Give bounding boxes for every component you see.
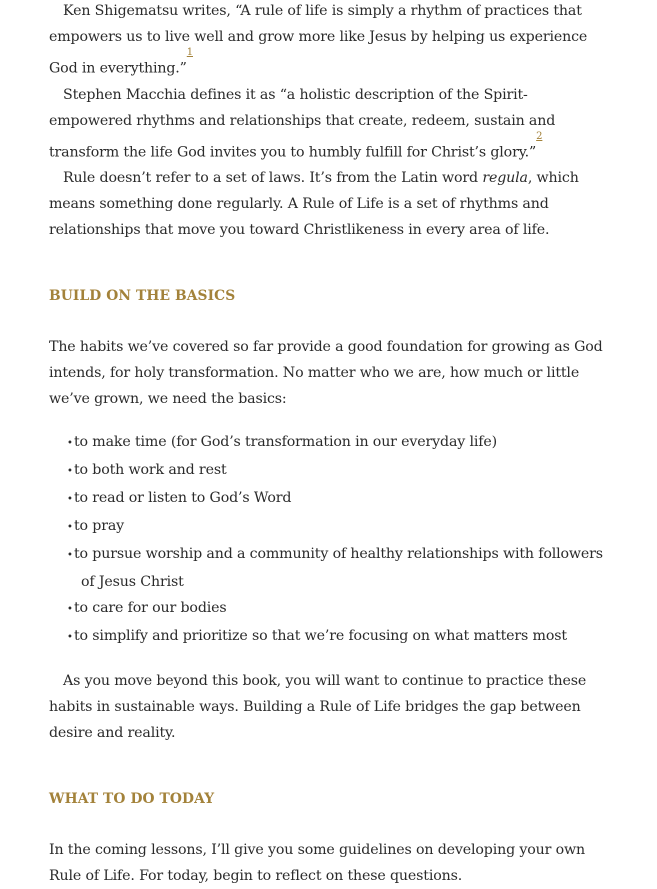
list-item: •to simplify and prioritize so that we’re focusing on what matters most [49,623,607,651]
bullet-icon: • [67,522,73,534]
footnote-link-2[interactable]: 2 [536,131,543,142]
quote-paragraph-shigematsu [49,0,607,82]
basics-list [49,429,607,651]
basics-closing-paragraph: As you move beyond this book, you will want to continue to practice these habits in sustainable ways. Building a Rule of Life bridges the gap between desire and reality. [49,673,587,742]
bullet-icon: • [67,632,73,644]
bullet-icon: • [67,494,73,506]
section-heading-basics: BUILD ON THE BASICS [49,288,236,305]
list-item: •to read or listen to God’s Word [49,485,607,513]
list-item: •to both work and rest [49,457,607,485]
paragraph-text: Rule doesn’t refer to a set of laws. It’s from the Latin word [63,170,483,187]
paragraph-text: Ken Shigematsu writes, “A rule of life is simply a rhythm of practices that empowers us to live well and grow more like Jesus by helping us experience God in everything.” [49,3,588,77]
basics-intro-paragraph: The habits we’ve covered so far provide a good foundation for growing as God intends, for holy transformation. No matter who we are, how much or little we’ve grown, we need the basics: [49,339,603,408]
regula-paragraph [49,165,607,243]
page-content [49,0,607,889]
bullet-icon: • [67,604,73,616]
section-heading-today: WHAT TO DO TODAY [49,791,215,808]
bullet-icon: • [67,466,73,478]
italic-term: regula [482,170,528,187]
today-paragraph: In the coming lessons, I’ll give you some guidelines on developing your own Rule of Life. For today, begin to reflect on these questions. [49,842,586,885]
list-item: •to make time (for God’s transformation in our everyday life) [49,429,607,457]
bullet-icon: • [67,438,73,450]
quote-paragraph-macchia [49,82,607,166]
bullet-icon: • [67,550,73,562]
paragraph-text: , which means something done regularly. A Rule of Life is a set of rhythms and relationships that move you toward Christlikeness in every area of life. [49,170,579,239]
list-item: •to pursue worship and a community of healthy relationships with followers of Jesus Christ [49,541,607,595]
paragraph-text: Stephen Macchia defines it as “a holistic description of the Spirit-empowered rhythms and relationships that create, redeem, sustain and transform the life God invites you to humbly fulfill for Christ’s glory.” [49,86,556,161]
list-item: •to care for our bodies [49,595,607,623]
footnote-link-1[interactable]: 1 [186,47,193,59]
list-item: •to pray [49,513,607,541]
